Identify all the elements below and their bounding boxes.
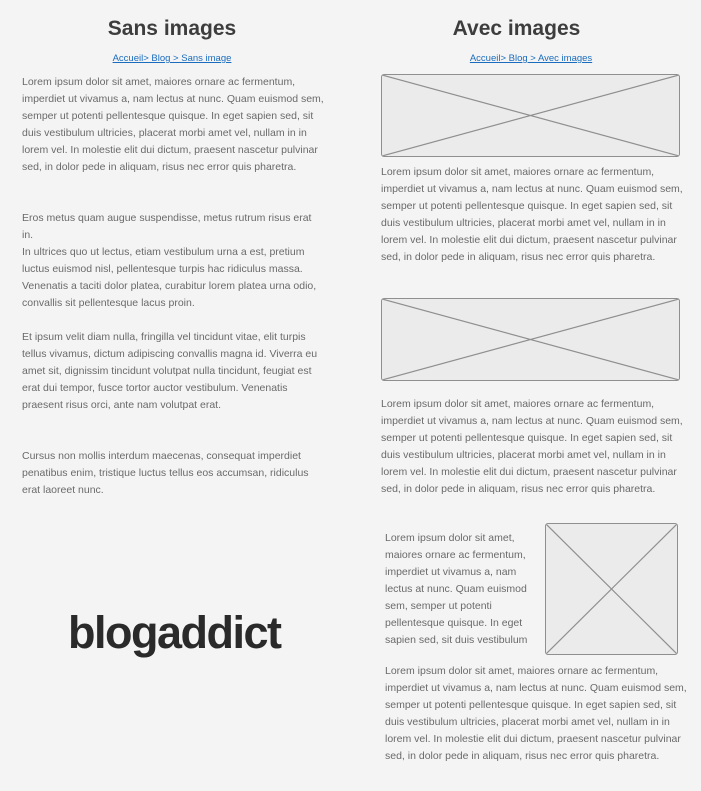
image-placeholder-2 xyxy=(381,298,680,381)
left-paragraph-1: Lorem ipsum dolor sit amet, maiores ornare ac fermentum, imperdiet ut vivamus a, nam lectus at nunc. Quam euismod sem, semper ut potenti pellentesque quisque. In eget sapien sed, sit duis vestibulum ultricies, placerat morbi amet vel, nullam in in lorem vel. In molestie elit dui dictum, praesent nascetur pulvinar sed, in dolor pede in aliquam, risus nec error quis pharetra. xyxy=(22,76,324,173)
right-paragraph-1: Lorem ipsum dolor sit amet, maiores ornare ac fermentum, imperdiet ut vivamus a, nam lectus at nunc. Quam euismod sem, semper ut potenti pellentesque quisque. In eget sapien sed, sit duis vestibulum ultricies, placerat morbi amet vel, nullam in in lorem vel. In molestie elit dui dictum, praesent nascetur pulvinar sed, in dolor pede in aliquam, risus nec error quis pharetra. xyxy=(381,166,683,263)
left-paragraph-3: In ultrices quo ut lectus, etiam vestibulum urna a est, pretium luctus euismod nisl, pellentesque turpis hac ridiculus massa. Venenatis a taciti dolor platea, curabitur lorem platea urna odio, convallis sit pellentesque lacus proin. xyxy=(22,246,317,309)
left-breadcrumb[interactable]: Accueil> Blog > Sans image xyxy=(112,53,232,64)
image-placeholder-icon xyxy=(382,75,679,156)
right-paragraph-3: Lorem ipsum dolor sit amet, maiores ornare ac fermentum, imperdiet ut vivamus a, nam lectus at nunc. Quam euismod sem, semper ut potenti pellentesque quisque. In eget sapien sed, sit duis vestibulum xyxy=(385,532,528,646)
right-paragraph-4: Lorem ipsum dolor sit amet, maiores ornare ac fermentum, imperdiet ut vivamus a, nam lectus at nunc. Quam euismod sem, semper ut potenti pellentesque quisque. In eget sapien sed, sit duis vestibulum ultricies, placerat morbi amet vel, nullam in in lorem vel. In molestie elit dui dictum, praesent nascetur pulvinar sed, in dolor pede in aliquam, risus nec error quis pharetra. xyxy=(385,665,687,762)
image-placeholder-icon xyxy=(546,524,677,654)
left-paragraph-4: Et ipsum velit diam nulla, fringilla vel tincidunt vitae, elit turpis tellus vivamus, dictum adipiscing convallis magna id. Viverra eu amet sit, dignissim tincidunt volutpat nulla tincidunt, feugiat est erat dui tempor, fusce tortor auctor vestibulum. Venenatis praesent risus orci, ante nam volutpat erat. xyxy=(22,331,318,411)
left-title: Sans images xyxy=(107,17,237,40)
left-paragraph-2: Eros metus quam augue suspendisse, metus rutrum risus erat in. xyxy=(22,212,312,241)
image-placeholder-3 xyxy=(545,523,678,655)
image-placeholder-icon xyxy=(382,299,679,380)
image-placeholder-1 xyxy=(381,74,680,157)
left-paragraph-5: Cursus non mollis interdum maecenas, consequat imperdiet penatibus enim, tristique luctus tellus eos accumsan, ridiculus erat laoreet nunc. xyxy=(22,450,309,496)
blogaddict-logo: blogaddict xyxy=(68,607,281,658)
right-title: Avec images xyxy=(452,17,581,40)
right-breadcrumb[interactable]: Accueil> Blog > Avec images xyxy=(469,53,593,64)
right-paragraph-2: Lorem ipsum dolor sit amet, maiores ornare ac fermentum, imperdiet ut vivamus a, nam lectus at nunc. Quam euismod sem, semper ut potenti pellentesque quisque. In eget sapien sed, sit duis vestibulum ultricies, placerat morbi amet vel, nullam in in lorem vel. In molestie elit dui dictum, praesent nascetur pulvinar sed, in dolor pede in aliquam, risus nec error quis pharetra. xyxy=(381,398,683,495)
